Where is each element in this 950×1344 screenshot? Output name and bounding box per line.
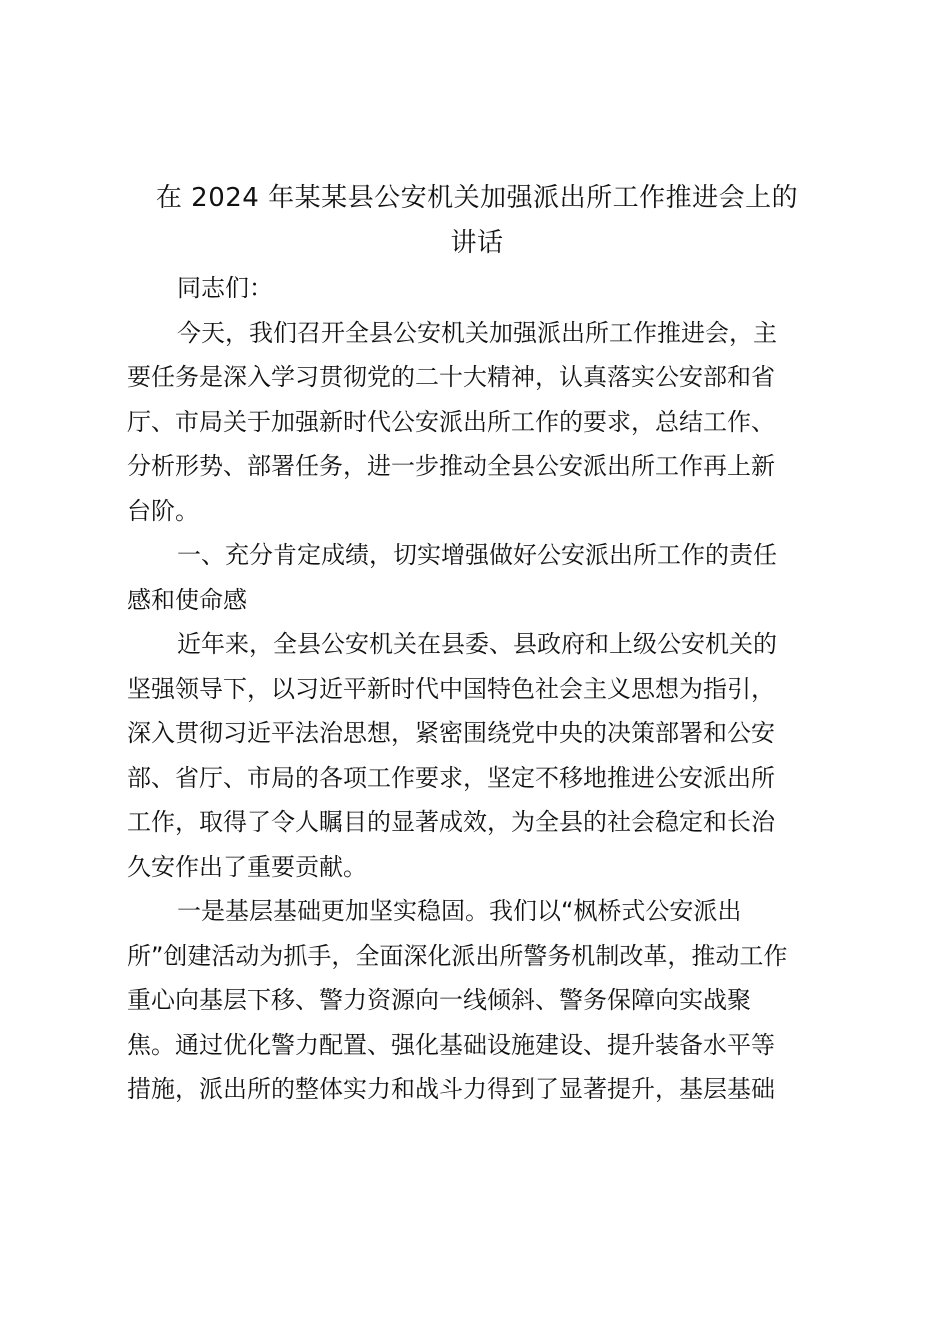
heading-line: 一、充分肯定成绩，切实增强做好公安派出所工作的责任 <box>177 541 777 569</box>
paragraph-line: 部、省厅、市局的各项工作要求，坚定不移地推进公安派出所 <box>127 763 775 792</box>
paragraph-line: 焦。通过优化警力配置、强化基础设施建设、提升装备水平等 <box>127 1030 775 1059</box>
paragraph-achievements <box>127 622 827 889</box>
heading-line: 感和使命感 <box>127 585 247 614</box>
title-line: 讲话 <box>450 228 504 258</box>
paragraph-line: 要任务是深入学习贯彻党的二十大精神，认真落实公安部和省 <box>127 363 775 391</box>
paragraph-line: 厅、市局关于加强新时代公安派出所工作的要求，总结工作、 <box>127 407 775 436</box>
paragraph-line: 近年来，全县公安机关在县委、县政府和上级公安机关的 <box>177 630 777 658</box>
paragraph-line: 重心向基层下移、警力资源向一线倾斜、警务保障向实战聚 <box>127 986 751 1014</box>
paragraph-line: 所”创建活动为抓手，全面深化派出所警务机制改革，推动工作 <box>127 941 788 970</box>
paragraph-line: 坚强领导下，以习近平新时代中国特色社会主义思想为指引， <box>127 674 775 703</box>
salutation-text: 同志们： <box>177 274 273 302</box>
paragraph-line: 久安作出了重要贡献。 <box>127 852 367 881</box>
paragraph-line: 深入贯彻习近平法治思想，紧密围绕党中央的决策部署和公安 <box>127 719 775 747</box>
salutation <box>127 266 827 311</box>
paragraph-line: 措施，派出所的整体实力和战斗力得到了显著提升，基层基础 <box>127 1075 775 1103</box>
paragraph-line: 今天，我们召开全县公安机关加强派出所工作推进会，主 <box>177 318 777 347</box>
paragraph-line: 一是基层基础更加坚实稳固。我们以“枫桥式公安派出 <box>177 897 742 925</box>
document-title <box>127 176 827 266</box>
paragraph-line: 台阶。 <box>127 496 199 525</box>
section-heading <box>127 533 827 622</box>
paragraph-intro <box>127 311 827 534</box>
paragraph-grassroots <box>127 889 827 1112</box>
paragraph-line: 工作，取得了令人瞩目的显著成效，为全县的社会稳定和长治 <box>127 808 775 836</box>
paragraph-line: 分析形势、部署任务，进一步推动全县公安派出所工作再上新 <box>127 452 775 480</box>
title-line: 在 2024 年某某县公安机关加强派出所工作推进会上的 <box>155 183 799 213</box>
document-body <box>127 176 827 1112</box>
